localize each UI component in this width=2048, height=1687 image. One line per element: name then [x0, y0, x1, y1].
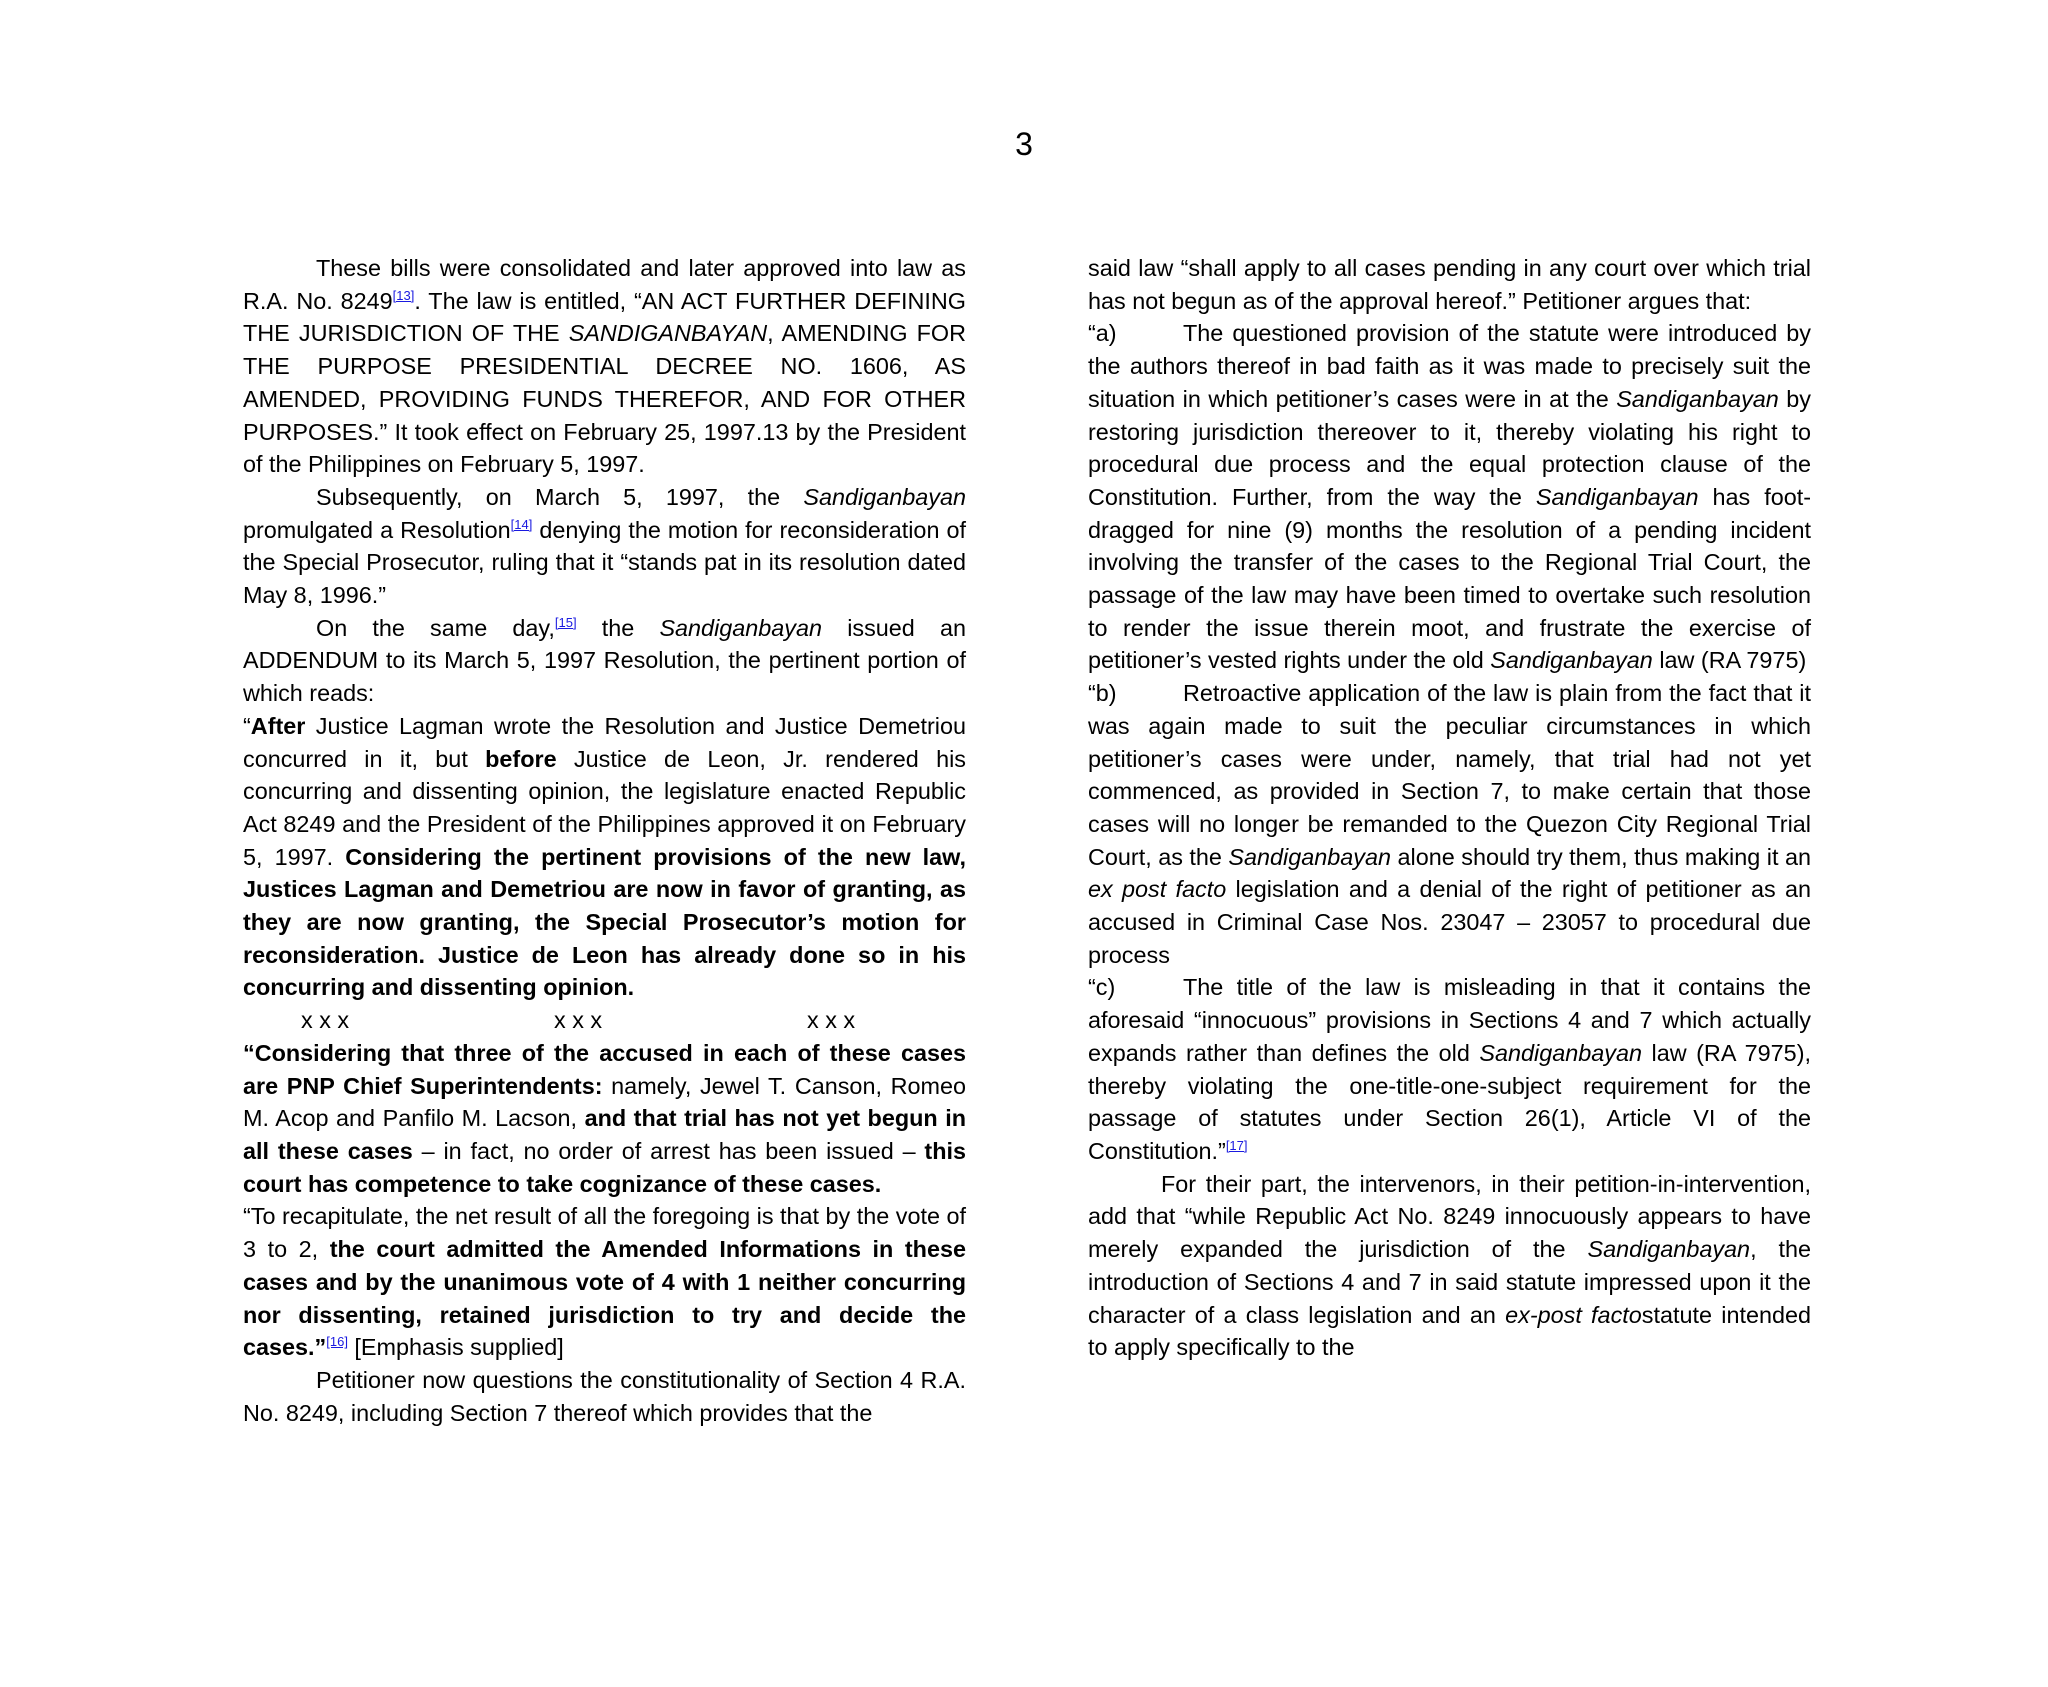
page-number: 3: [1015, 126, 1033, 162]
text-segment: legislation and a denial of the right of petitioner as an accused in Criminal Case Nos. 23047 – 23057 to procedural due process: [1088, 876, 1812, 968]
text-segment: , AMENDING FOR THE PURPOSE PRESIDENTIAL DECREE NO. 1606, AS AMENDED, PROVIDING FUNDS THEREFOR, AND FOR OTHER PURPOSES.” It took effect on February 25, 1997.13 by the President of the Philippines on February 5, 1997.: [243, 320, 966, 478]
text-segment: law (RA 7975), thereby violating the one-title-one-subject requirement for the passage of statutes under Section 26(1), Article VI of the Constitution.”: [1088, 1039, 1811, 1164]
list-label: “a): [1088, 320, 1117, 347]
footnote-link-15[interactable]: [15]: [554, 614, 577, 630]
text-segment: promulgated a Resolution: [243, 516, 511, 543]
italic-term: Sandiganbayan: [1228, 843, 1392, 870]
text-segment: alone should try them, thus making it an: [1391, 843, 1811, 870]
bold-passage: and that trial has not yet begun in all these cases: [243, 1105, 966, 1164]
italic-term: Sandiganbayan: [659, 614, 823, 641]
italic-term: Sandiganbayan: [1479, 1039, 1642, 1066]
text-segment: Petitioner now questions the constitutionality of Section 4 R.A. No. 8249, including Section 7 thereof which provides that the: [243, 1366, 966, 1426]
footnote-link-13[interactable]: [13]: [392, 287, 415, 303]
text-segment: said law “shall apply to all cases pending in any court over which trial has not begun as of the approval hereof.” Petitioner argues that:: [1088, 255, 1811, 314]
text-segment: These bills were consolidated and later approved into law as R.A. No. 8249: [243, 255, 966, 314]
omission-marks: [243, 1004, 966, 1037]
footnote-link-17[interactable]: [17]: [1225, 1138, 1248, 1154]
bold-passage: this court has competence to take cognizance of these cases.: [243, 1137, 966, 1197]
text-segment: the: [576, 614, 660, 641]
text-segment: namely, Jewel T. Canson, Romeo M. Acop and Panfilo M. Lacson,: [243, 1072, 966, 1132]
text-segment: denying the motion for reconsideration of the Special Prosecutor, ruling that it “stands pat in its resolution dated May 8, 1996.”: [243, 516, 966, 609]
bold-term: After: [250, 712, 306, 739]
paragraph-addendum: [243, 612, 966, 710]
list-label: “c): [1088, 974, 1116, 1001]
argument-item-b: [1088, 677, 1811, 971]
quote-paragraph-recapitulate: [243, 1200, 966, 1364]
bold-passage: “Considering that three of the accused in each of these cases are PNP Chief Superintendents:: [243, 1039, 966, 1099]
text-segment: issued an ADDENDUM to its March 5, 1997 Resolution, the pertinent portion of which reads:: [243, 614, 966, 707]
text-segment: by restoring jurisdiction thereover to it, thereby violating his right to procedural due process and the equal protection clause of the Constitution. Further, from the way the: [1088, 385, 1811, 510]
italic-term: Sandiganbayan: [1616, 385, 1779, 412]
text-segment: – in fact, no order of arrest has been issued –: [412, 1137, 925, 1164]
italic-term: Sandiganbayan: [1587, 1236, 1751, 1263]
bold-passage: Considering the pertinent provisions of the new law, Justices Lagman and Demetriou are now in favor of granting, as they are now granting, the Special Prosecutor’s motion for reconsideration. Justice de Leon has already done so in his concurring and dissenting opinion.: [243, 843, 966, 1001]
text-segment: The title of the law is misleading in that it contains the aforesaid “innocuous” provisions in Sections 4 and 7 which actually expands rather than defines the old: [1088, 974, 1811, 1066]
quote-paragraph-considering: [243, 1037, 966, 1201]
italic-term: Sandiganbayan: [1535, 483, 1699, 510]
quote-paragraph-after: [243, 710, 966, 1004]
bold-term: before: [485, 745, 557, 772]
right-column: [1088, 252, 1811, 1364]
footnote-link-14[interactable]: [14]: [510, 516, 533, 532]
omission-mark: x x x: [807, 1007, 856, 1034]
text-segment: For their part, the intervenors, in their petition-in-intervention, add that “while Republic Act No. 8249 innocuously appears to have merely expanded the jurisdiction of the: [1088, 1170, 1811, 1263]
paragraph-ra-8249: [243, 252, 966, 481]
text-segment: Justice Lagman wrote the Resolution and Justice Demetriou concurred in it, but: [243, 712, 966, 772]
text-segment: has foot-dragged for nine (9) months the resolution of a pending incident involving the transfer of the cases to the Regional Trial Court, the passage of the law may have been timed to overtake such resolution to render the issue therein moot, and frustrate the exercise of petitioner’s vested rights under the old: [1088, 483, 1811, 674]
bold-passage: the court admitted the Amended Informations in these cases and by the unanimous vote of 4 with 1 neither concurring nor dissenting, retained jurisdiction to try and decide the cases.”: [243, 1236, 966, 1361]
text-segment: , the introduction of Sections 4 and 7 in said statute impressed upon it the character of a class legislation and an: [1088, 1236, 1811, 1328]
text-segment: Retroactive application of the law is plain from the fact that it was again made to suit the peculiar circumstances in which petitioner’s cases were under, namely, that trial had not yet commenced, as provided in Section 7, to make certain that those cases will no longer be remanded to the Quezon City Regional Trial Court, as the: [1088, 680, 1811, 870]
list-label: “b): [1088, 680, 1117, 707]
paragraph-said-law: [1088, 252, 1811, 317]
text-segment: Subsequently, on March 5, 1997, the: [316, 483, 804, 510]
text-segment: The questioned provision of the statute were introduced by the authors thereof in bad faith as it was made to precisely suit the situation in which petitioner’s cases were in at the: [1088, 320, 1811, 412]
italic-term: Sandiganbayan: [803, 483, 966, 510]
text-segment: law (RA 7975): [1652, 647, 1807, 674]
paragraph-resolution: [243, 481, 966, 612]
omission-mark: x x x: [301, 1007, 350, 1034]
italic-term: ex-post facto: [1505, 1301, 1642, 1328]
text-segment: On the same day,: [316, 614, 555, 641]
argument-item-a: [1088, 317, 1811, 677]
text-segment: “: [243, 712, 251, 739]
paragraph-petitioner-questions: [243, 1364, 966, 1429]
left-column: [243, 252, 966, 1429]
argument-item-c: [1088, 971, 1811, 1167]
footnote-link-16[interactable]: [16]: [326, 1334, 348, 1350]
omission-mark: x x x: [554, 1007, 603, 1034]
text-segment: . The law is entitled, “AN ACT FURTHER DEFINING THE JURISDICTION OF THE: [243, 287, 966, 347]
text-segment: “To recapitulate, the net result of all the foregoing is that by the vote of 3 to 2,: [243, 1203, 966, 1263]
italic-term: ex post facto: [1088, 876, 1227, 903]
italic-term: Sandiganbayan: [1490, 647, 1653, 674]
italic-term: SANDIGANBAYAN: [568, 320, 768, 347]
text-segment: Justice de Leon, Jr. rendered his concurring and dissenting opinion, the legislature enacted Republic Act 8249 and the President of the Philippines approved it on February 5, 1997.: [243, 745, 966, 870]
text-segment: [Emphasis supplied]: [347, 1334, 564, 1361]
text-segment: statute intended to apply specifically to the: [1088, 1301, 1811, 1361]
paragraph-intervenors: [1088, 1168, 1811, 1364]
